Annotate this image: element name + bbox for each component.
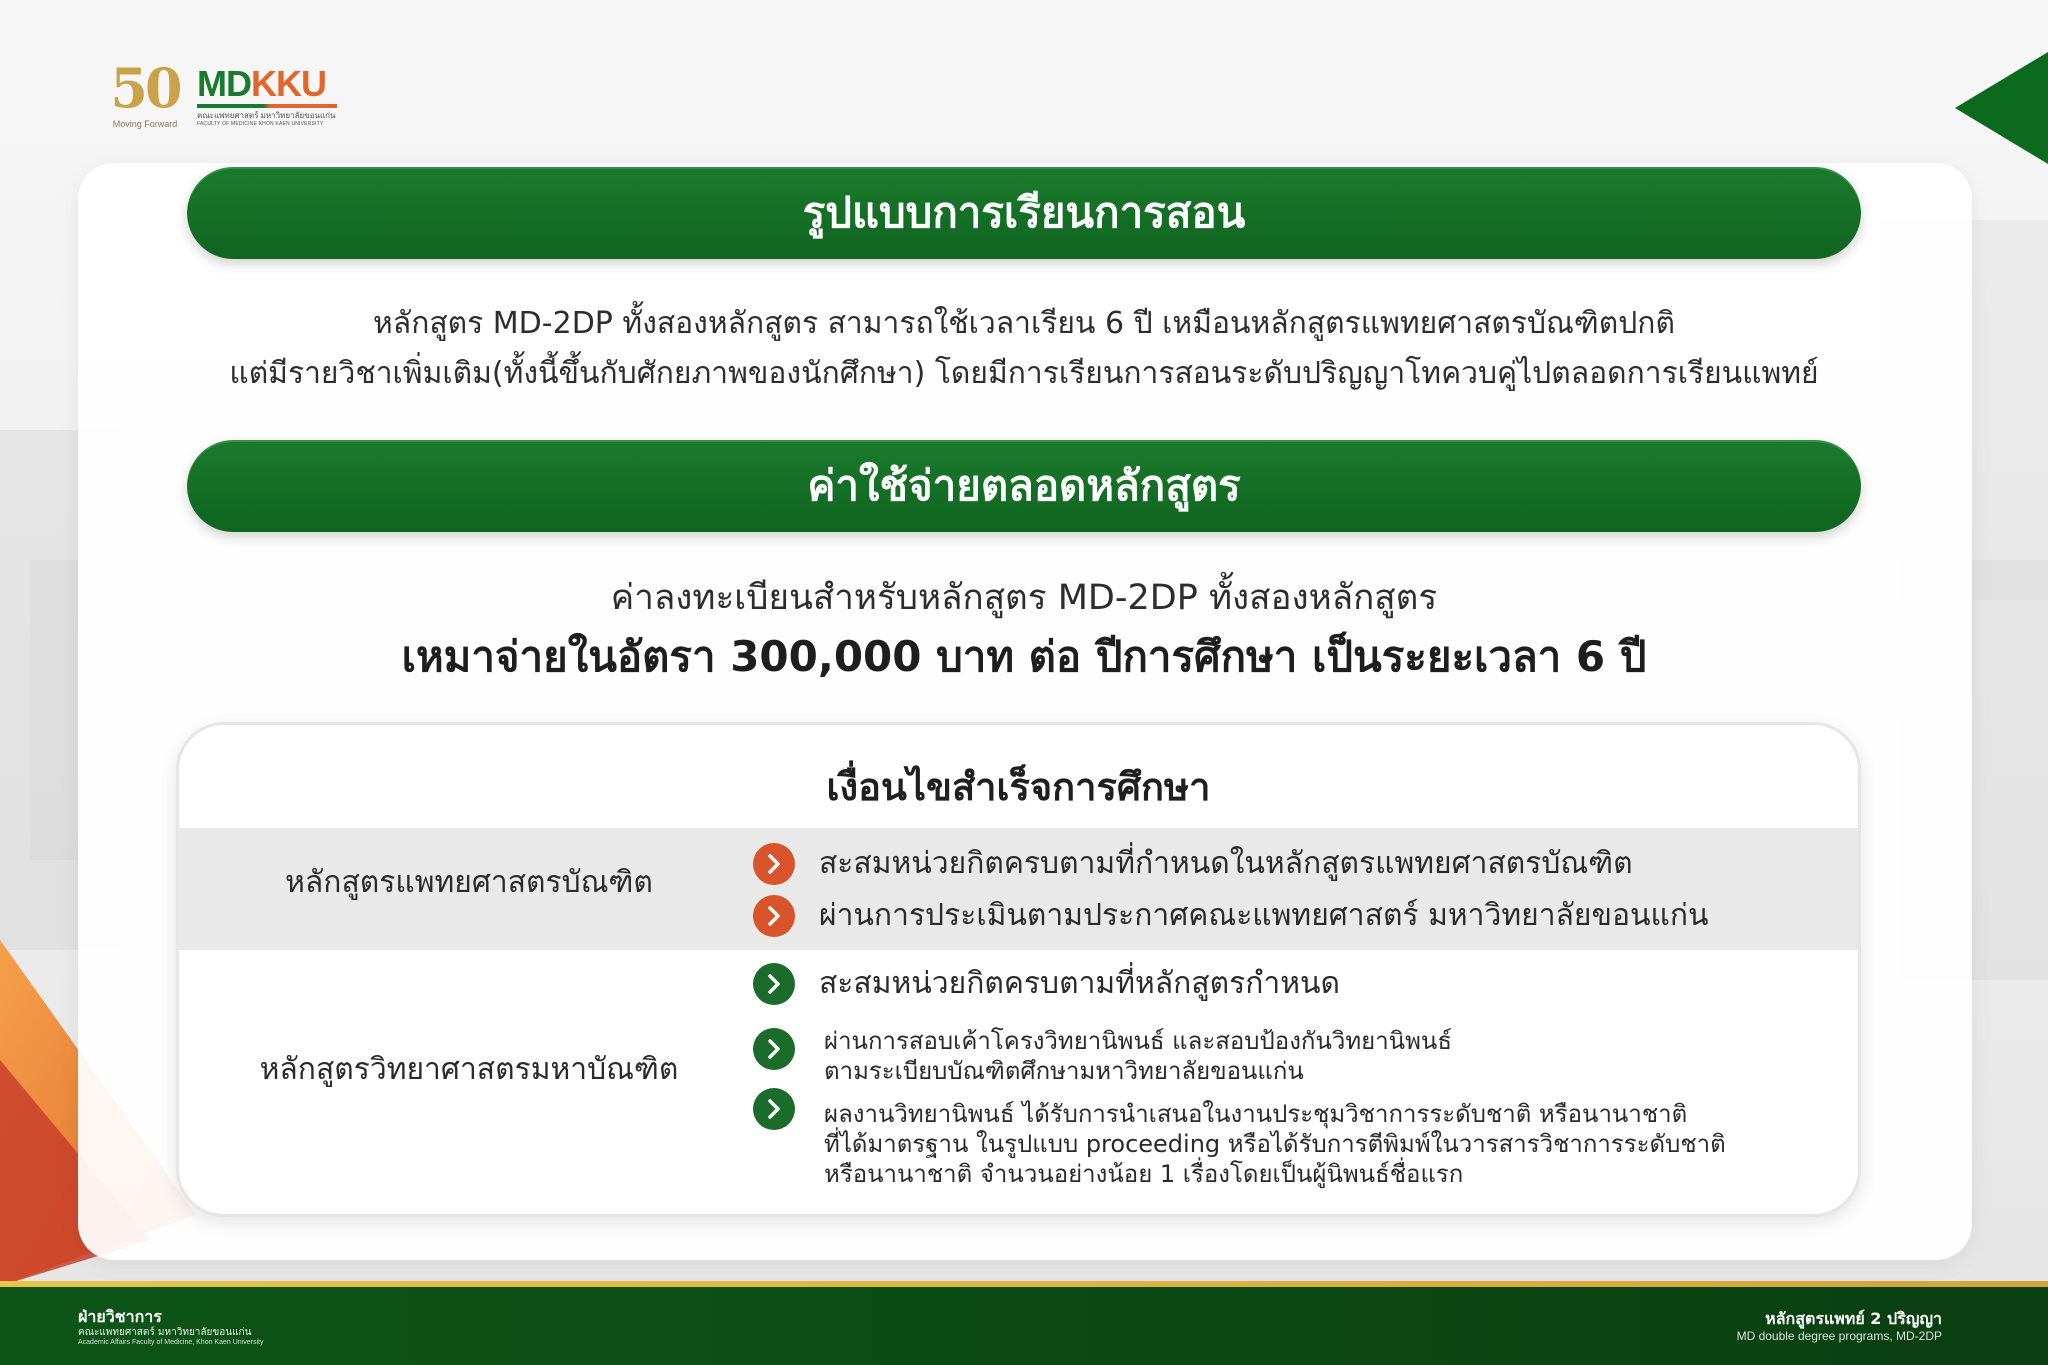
teaching-heading: รูปแบบการเรียนการสอน	[802, 188, 1246, 237]
list-item: สะสมหน่วยกิตครบตามที่กำหนดในหลักสูตรแพทยศาสตรบัณฑิต	[819, 846, 1633, 881]
bullet-orange	[753, 843, 795, 885]
footer-faculty-th: คณะแพทยศาสตร์ มหาวิทยาลัยขอนแก่น	[78, 1327, 252, 1338]
footer-department: ฝ่ายวิชาการ	[78, 1307, 162, 1326]
footer-program-title: หลักสูตรแพทย์ 2 ปริญญา	[1765, 1309, 1942, 1328]
chevron-right-icon	[765, 1038, 783, 1060]
bullet-green	[753, 963, 795, 1005]
logo-underline	[197, 104, 337, 108]
list-item-line: หรือนานาชาติ จำนวนอย่างน้อย 1 เรื่องโดยเป็นผู้นิพนธ์ชื่อแรก	[824, 1160, 1464, 1188]
list-item-line: ผลงานวิทยานิพนธ์ ได้รับการนำเสนอในงานประชุมวิชาการระดับชาติ หรือนานาชาติ	[824, 1100, 1688, 1128]
bullet-green	[753, 1088, 795, 1130]
list-item	[824, 1026, 1452, 1086]
list-item: สะสมหน่วยกิตครบตามที่หลักสูตรกำหนด	[819, 966, 1340, 1001]
cost-line-1: ค่าลงทะเบียนสำหรับหลักสูตร MD-2DP ทั้งสองหลักสูตร	[610, 578, 1438, 618]
footer-faculty-en: Academic Affairs Faculty of Medicine, Khon Kaen University	[78, 1339, 264, 1346]
bullet-orange	[753, 895, 795, 937]
logo-kku-text: KKU	[251, 63, 326, 104]
list-item-line: ที่ได้มาตรฐาน ในรูปแบบ proceeding หรือได้รับการตีพิมพ์ในวารสารวิชาการระดับชาติ	[824, 1130, 1726, 1158]
graduation-title: เงื่อนไขสำเร็จการศึกษา	[826, 765, 1211, 809]
chevron-right-icon	[765, 973, 783, 995]
chevron-right-icon	[765, 1098, 783, 1120]
logo-md-text: MD	[197, 63, 251, 104]
mdkku-wordmark	[197, 64, 326, 104]
logo-subtitle-en: FACULTY OF MEDICINE KHON KAEN UNIVERSITY	[197, 121, 324, 127]
list-item	[824, 1099, 1726, 1189]
list-item-line: ตามระเบียบบัณฑิตศึกษามหาวิทยาลัยขอนแก่น	[824, 1057, 1304, 1085]
teaching-header-bar	[187, 167, 1861, 259]
chevron-right-icon	[765, 905, 783, 927]
list-item-line: ผ่านการสอบเค้าโครงวิทยานิพนธ์ และสอบป้องกันวิทยานิพนธ์	[824, 1027, 1452, 1055]
cost-heading: ค่าใช้จ่ายตลอดหลักสูตร	[807, 461, 1241, 510]
corner-triangle-decoration	[1955, 52, 2048, 164]
logo-subtitle-th: คณะแพทยศาสตร์ มหาวิทยาลัยขอนแก่น	[197, 111, 336, 120]
bullet-green	[753, 1028, 795, 1070]
graduation-card	[176, 722, 1861, 1217]
cost-header-bar	[187, 440, 1861, 532]
anniversary-tagline: Moving Forward	[112, 119, 178, 129]
program-label-msc: หลักสูตรวิทยาศาสตรมหาบัณฑิต	[259, 1052, 679, 1087]
list-item: ผ่านการประเมินตามประกาศคณะแพทยศาสตร์ มหาวิทยาลัยขอนแก่น	[819, 898, 1709, 933]
cost-line-2: เหมาจ่ายในอัตรา 300,000 บาท ต่อ ปีการศึกษา เป็นระยะเวลา 6 ปี	[401, 632, 1647, 681]
mdkku-logo	[197, 64, 347, 134]
teaching-line: แต่มีรายวิชาเพิ่มเติม(ทั้งนี้ขึ้นกับศักยภาพของนักศึกษา) โดยมีการเรียนการสอนระดับปริญญาโทควบคู่ไปตลอดการเรียนแพทย์	[229, 356, 1819, 391]
teaching-line: หลักสูตร MD-2DP ทั้งสองหลักสูตร สามารถใช้เวลาเรียน 6 ปี เหมือนหลักสูตรแพทยศาสตรบัณฑิตปกติ	[373, 306, 1675, 341]
program-label-md: หลักสูตรแพทยศาสตรบัณฑิต	[285, 865, 653, 900]
footer-bar	[0, 1287, 2048, 1365]
footer-program-subtitle: MD double degree programs, MD-2DP	[1736, 1329, 1942, 1343]
anniversary-logo	[100, 58, 190, 134]
chevron-right-icon	[765, 853, 783, 875]
anniversary-number: 50	[110, 56, 180, 120]
